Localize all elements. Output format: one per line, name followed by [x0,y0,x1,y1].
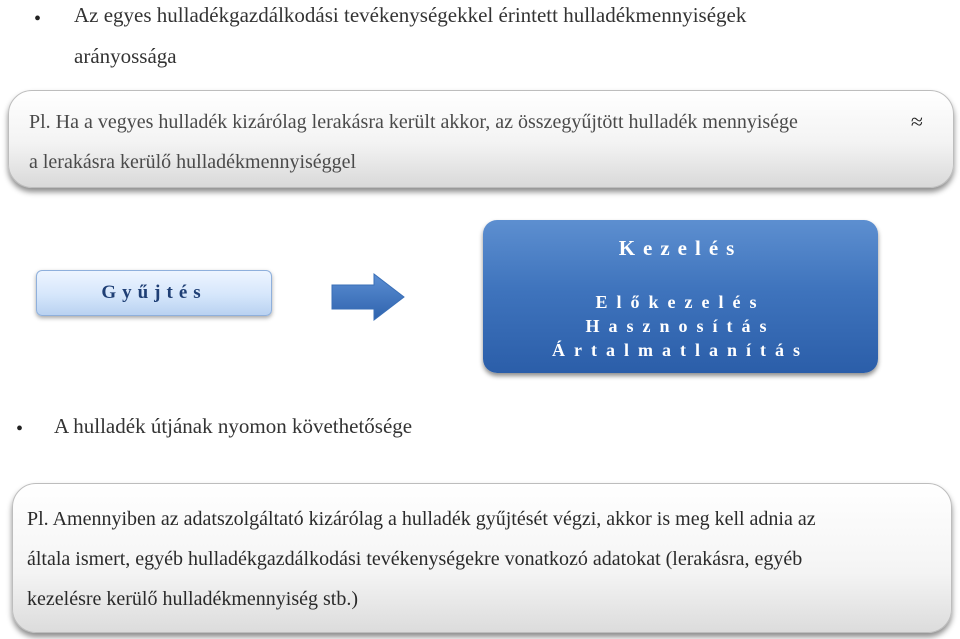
example-box-2 [12,483,952,633]
collection-box [36,270,272,316]
example-1-line-1: Pl. Ha a vegyes hulladék kizárólag lerakásra került akkor, az összegyűjtött hulladék mennyisége [29,111,798,133]
treatment-box [483,220,878,373]
treatment-item-pretreatment: Előkezelés [595,292,766,312]
example-2-line-1: Pl. Amennyiben az adatszolgáltató kizárólag a hulladék gyűjtését végzi, akkor is meg kell adnia az [27,508,816,530]
approx-symbol: ≈ [910,109,923,134]
treatment-title: Kezelés [618,236,743,260]
bullet-1-line-1: Az egyes hulladékgazdálkodási tevékenységekkel érintett hulladékmennyiségek [74,3,747,27]
example-2-line-3: kezelésre kerülő hulladékmennyiség stb.) [27,588,358,610]
example-box-1 [8,90,954,188]
bullet-marker: • [16,418,24,440]
collection-label: Gyűjtés [101,282,207,303]
treatment-item-recovery: Hasznosítás [585,316,776,336]
bullet-marker: • [34,8,42,30]
treatment-item-disposal: Ártalmatlanítás [552,340,809,360]
bullet-1-line-2: arányossága [74,44,177,68]
bullet-2-text: A hulladék útjának nyomon követhetősége [54,414,413,438]
right-arrow-icon [330,272,406,322]
example-2-line-2: általa ismert, egyéb hulladékgazdálkodási tevékenységekre vonatkozó adatokat (lerakásra, egyéb [27,548,803,570]
example-1-line-2: a lerakásra kerülő hulladékmennyiséggel [29,151,357,173]
